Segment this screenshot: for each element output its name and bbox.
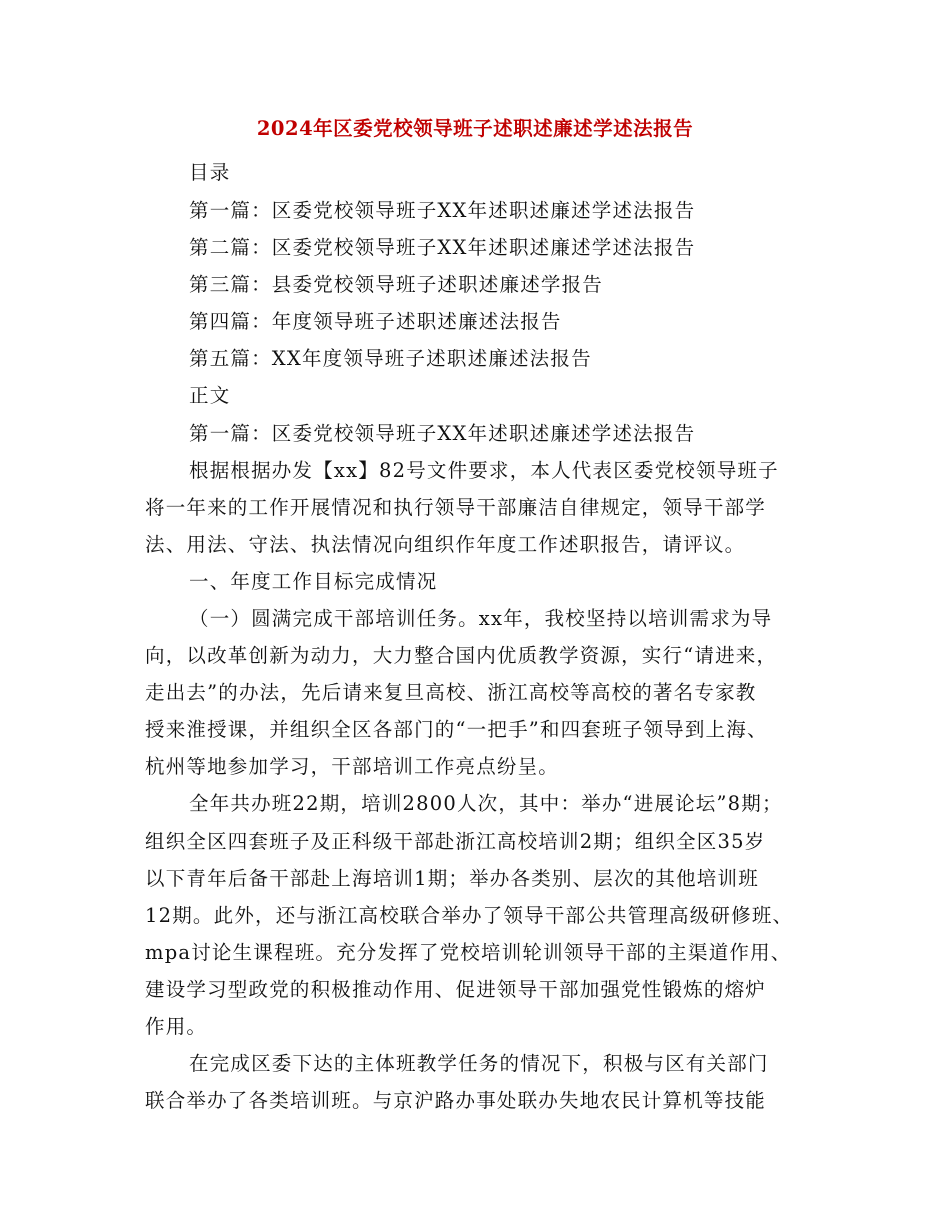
paragraph-line: 根据根据办发【xx】82号文件要求，本人代表区委党校领导班子	[189, 459, 779, 482]
toc-item: 第一篇：区委党校领导班子XX年述职述廉述学述法报告	[189, 199, 696, 222]
section-title: 第一篇：区委党校领导班子XX年述职述廉述学述法报告	[189, 422, 696, 445]
paragraph-line: 作用。	[145, 1015, 208, 1038]
paragraph-line: 将一年来的工作开展情况和执行领导干部廉洁自律规定，领导干部学	[145, 496, 767, 519]
paragraph-line: 全年共办班22期，培训2800人次，其中：举办“进展论坛”8期；	[189, 792, 783, 815]
paragraph-line: 以下青年后备干部赴上海培训1期；举办各类别、层次的其他培训班	[145, 867, 759, 890]
paragraph-line: 向，以改革创新为动力，大力整合国内优质教学资源，实行“请进来，	[145, 644, 778, 667]
paragraph-line: mpa讨论生课程班。充分发挥了党校培训轮训领导干部的主渠道作用、	[145, 941, 792, 964]
paragraph-line: 联合举办了各类培训班。与京沪路办事处联办失地农民计算机等技能	[145, 1089, 767, 1112]
body-heading: 正文	[189, 384, 231, 407]
paragraph-line: 法、用法、守法、执法情况向组织作年度工作述职报告，请评议。	[145, 533, 746, 556]
section-heading: 一、年度工作目标完成情况	[189, 570, 438, 593]
toc-item: 第五篇：XX年度领导班子述职述廉述法报告	[189, 347, 592, 370]
toc-item: 第三篇：县委党校领导班子述职述廉述学报告	[189, 273, 604, 296]
paragraph-line: 建设学习型政党的积极推动作用、促进领导干部加强党性锻炼的熔炉	[145, 978, 767, 1001]
toc-item: 第四篇：年度领导班子述职述廉述法报告	[189, 310, 562, 333]
paragraph-line: 授来淮授课，并组织全区各部门的“一把手”和四套班子领导到上海、	[145, 718, 768, 741]
paragraph-line: 杭州等地参加学习，干部培训工作亮点纷呈。	[145, 755, 560, 778]
document-title: 2024年区委党校领导班子述职述廉述学述法报告	[256, 117, 694, 140]
paragraph-line: 走出去”的办法，先后请来复旦高校、浙江高校等高校的著名专家教	[145, 681, 757, 704]
paragraph-line: 在完成区委下达的主体班教学任务的情况下，积极与区有关部门	[189, 1052, 769, 1075]
toc-heading: 目录	[189, 161, 231, 184]
paragraph-line: （一）圆满完成干部培训任务。xx年，我校坚持以培训需求为导	[189, 607, 773, 630]
toc-item: 第二篇：区委党校领导班子XX年述职述廉述学述法报告	[189, 236, 696, 259]
paragraph-line: 12期。此外，还与浙江高校联合举办了领导干部公共管理高级研修班、	[145, 904, 794, 927]
paragraph-line: 组织全区四套班子及正科级干部赴浙江高校培训2期；组织全区35岁	[145, 830, 766, 853]
